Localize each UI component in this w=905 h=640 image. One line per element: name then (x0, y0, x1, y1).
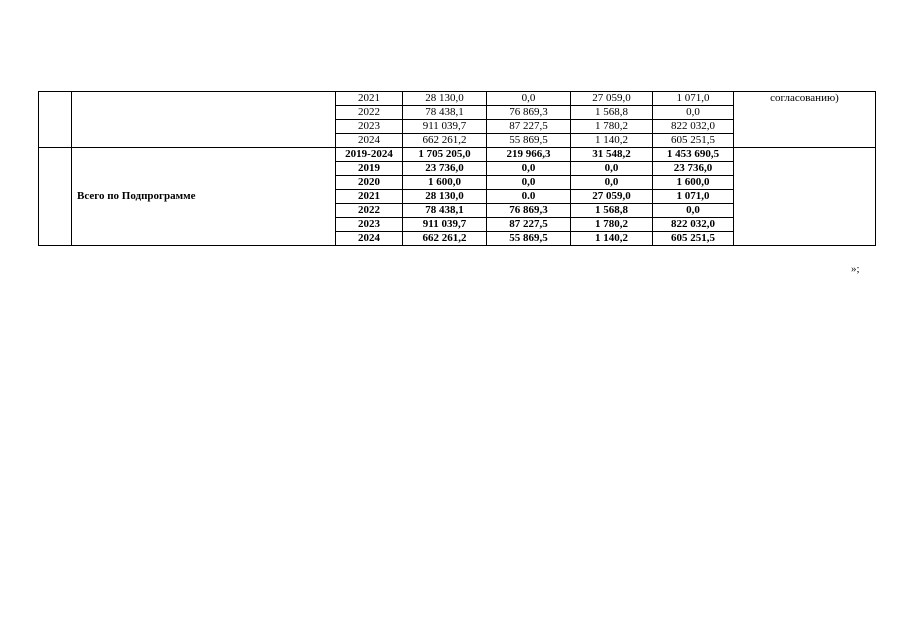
year-cell: 2020 (336, 176, 403, 190)
value-cell: 27 059,0 (571, 92, 653, 106)
table-row (39, 148, 876, 162)
total-cell: 28 130,0 (403, 92, 487, 106)
value-cell: 0,0 (653, 106, 734, 120)
total-cell: 1 600,0 (403, 176, 487, 190)
value-cell: 31 548,2 (571, 148, 653, 162)
value-cell: 1 071,0 (653, 92, 734, 106)
value-cell: 87 227,5 (487, 120, 571, 134)
value-cell: 0,0 (487, 162, 571, 176)
total-cell: 911 039,7 (403, 218, 487, 232)
closing-quote-mark: »; (851, 263, 860, 275)
table-row (39, 92, 876, 106)
budget-table (38, 91, 876, 246)
number-cell (39, 148, 72, 246)
value-cell: 27 059,0 (571, 190, 653, 204)
value-cell: 1 140,2 (571, 232, 653, 246)
value-cell: 1 600,0 (653, 176, 734, 190)
value-cell: 55 869,5 (487, 232, 571, 246)
value-cell: 76 869,3 (487, 204, 571, 218)
total-cell: 23 736,0 (403, 162, 487, 176)
value-cell: 1 453 690,5 (653, 148, 734, 162)
value-cell: 1 140,2 (571, 134, 653, 148)
value-cell: 219 966,3 (487, 148, 571, 162)
year-cell: 2024 (336, 232, 403, 246)
value-cell: 0.0 (487, 190, 571, 204)
number-cell (39, 92, 72, 148)
year-cell: 2021 (336, 92, 403, 106)
year-cell: 2022 (336, 204, 403, 218)
value-cell: 1 568,8 (571, 204, 653, 218)
value-cell: 605 251,5 (653, 232, 734, 246)
value-cell: 1 071,0 (653, 190, 734, 204)
description-cell (72, 92, 336, 148)
total-cell: 78 438,1 (403, 204, 487, 218)
year-cell: 2022 (336, 106, 403, 120)
year-cell: 2021 (336, 190, 403, 204)
value-cell: 55 869,5 (487, 134, 571, 148)
year-cell: 2023 (336, 218, 403, 232)
value-cell: 76 869,3 (487, 106, 571, 120)
year-cell: 2024 (336, 134, 403, 148)
value-cell: 1 780,2 (571, 120, 653, 134)
summary-label: Всего по Подпрограмме (72, 148, 336, 246)
value-cell: 822 032,0 (653, 120, 734, 134)
total-cell: 911 039,7 (403, 120, 487, 134)
value-cell: 0,0 (487, 92, 571, 106)
value-cell: 1 568,8 (571, 106, 653, 120)
total-cell: 28 130,0 (403, 190, 487, 204)
value-cell: 0,0 (571, 176, 653, 190)
total-cell: 662 261,2 (403, 232, 487, 246)
value-cell: 605 251,5 (653, 134, 734, 148)
value-cell: 822 032,0 (653, 218, 734, 232)
value-cell: 0,0 (653, 204, 734, 218)
year-cell: 2023 (336, 120, 403, 134)
value-cell: 87 227,5 (487, 218, 571, 232)
total-cell: 1 705 205,0 (403, 148, 487, 162)
year-cell: 2019 (336, 162, 403, 176)
year-cell: 2019-2024 (336, 148, 403, 162)
value-cell: 1 780,2 (571, 218, 653, 232)
value-cell: 23 736,0 (653, 162, 734, 176)
value-cell: 0,0 (571, 162, 653, 176)
value-cell: 0,0 (487, 176, 571, 190)
note-cell: согласованию) (734, 92, 876, 148)
note-cell (734, 148, 876, 246)
total-cell: 662 261,2 (403, 134, 487, 148)
total-cell: 78 438,1 (403, 106, 487, 120)
